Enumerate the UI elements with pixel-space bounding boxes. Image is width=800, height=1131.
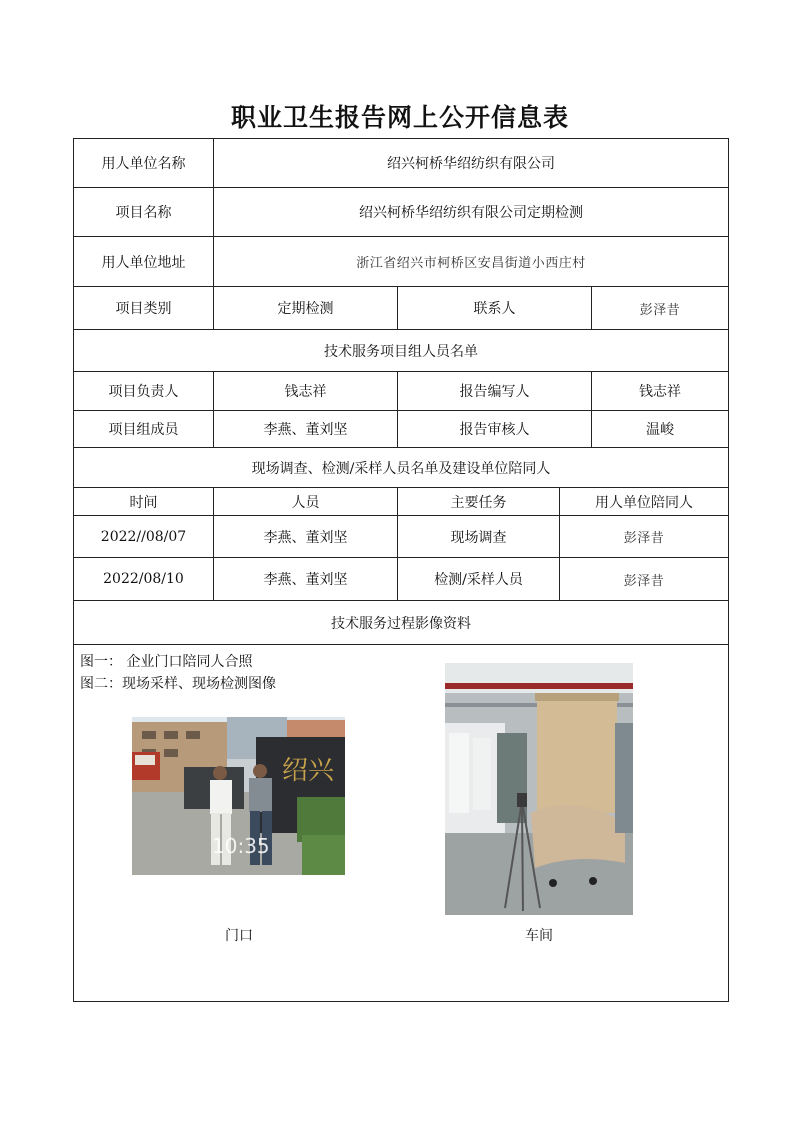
gate-caption: 门口 [225,928,253,944]
leader-value: 钱志祥 [284,384,327,400]
workshop-caption: 车间 [525,928,553,944]
survey-header-time: 时间 [129,494,158,511]
image-note-2: 图二：现场采样、现场检测图像 [80,676,276,692]
table-cell-task: 检测/采样人员 [434,572,523,588]
table-cell-escort: 彭泽昔 [623,531,665,546]
members-value: 李燕、董刘坚 [263,422,348,438]
gate-sign-text: 绍兴 [282,756,335,786]
employer-value: 绍兴柯桥华绍纺织有限公司 [387,156,555,172]
gate-photo [132,717,345,875]
info-table [73,138,729,1002]
workshop-photo [445,663,633,915]
team-heading: 技术服务项目组人员名单 [324,343,478,360]
row-divider [74,644,728,645]
writer-label: 报告编写人 [459,384,530,400]
table-cell-time: 2022//08/07 [100,528,187,545]
reviewer-label: 报告审核人 [459,422,530,438]
table-cell-time: 2022/08/10 [103,571,184,587]
contact-label: 联系人 [473,301,516,317]
project-label: 项目名称 [115,205,172,221]
table-cell-task: 现场调查 [450,529,507,546]
category-label: 项目类别 [115,301,172,317]
category-value: 定期检测 [277,301,334,317]
address-label: 用人单位地址 [101,254,186,271]
employer-label: 用人单位名称 [101,156,186,172]
image-note-1: 图一： 企业门口陪同人合照 [80,654,253,670]
survey-header-escort: 用人单位陪同人 [595,494,693,511]
project-value: 绍兴柯桥华绍纺织有限公司定期检测 [359,205,583,221]
photo-timestamp: 10:35 [212,834,270,858]
images-heading: 技术服务过程影像资料 [331,615,471,632]
reviewer-value: 温峻 [646,422,674,438]
leader-label: 项目负责人 [108,384,179,400]
contact-value: 彭泽昔 [639,302,681,318]
table-cell-staff: 李燕、董刘坚 [263,529,348,546]
address-value: 浙江省绍兴市柯桥区安昌街道小西庄村 [356,256,586,271]
page-title: 职业卫生报告网上公开信息表 [230,103,569,132]
writer-value: 钱志祥 [639,384,681,400]
table-cell-escort: 彭泽昔 [623,573,665,589]
survey-header-task: 主要任务 [450,494,507,511]
survey-heading: 现场调查、检测/采样人员名单及建设单位陪同人 [251,460,551,477]
members-label: 项目组成员 [108,422,179,438]
table-cell-staff: 李燕、董刘坚 [263,572,348,588]
survey-header-staff: 人员 [291,494,320,511]
